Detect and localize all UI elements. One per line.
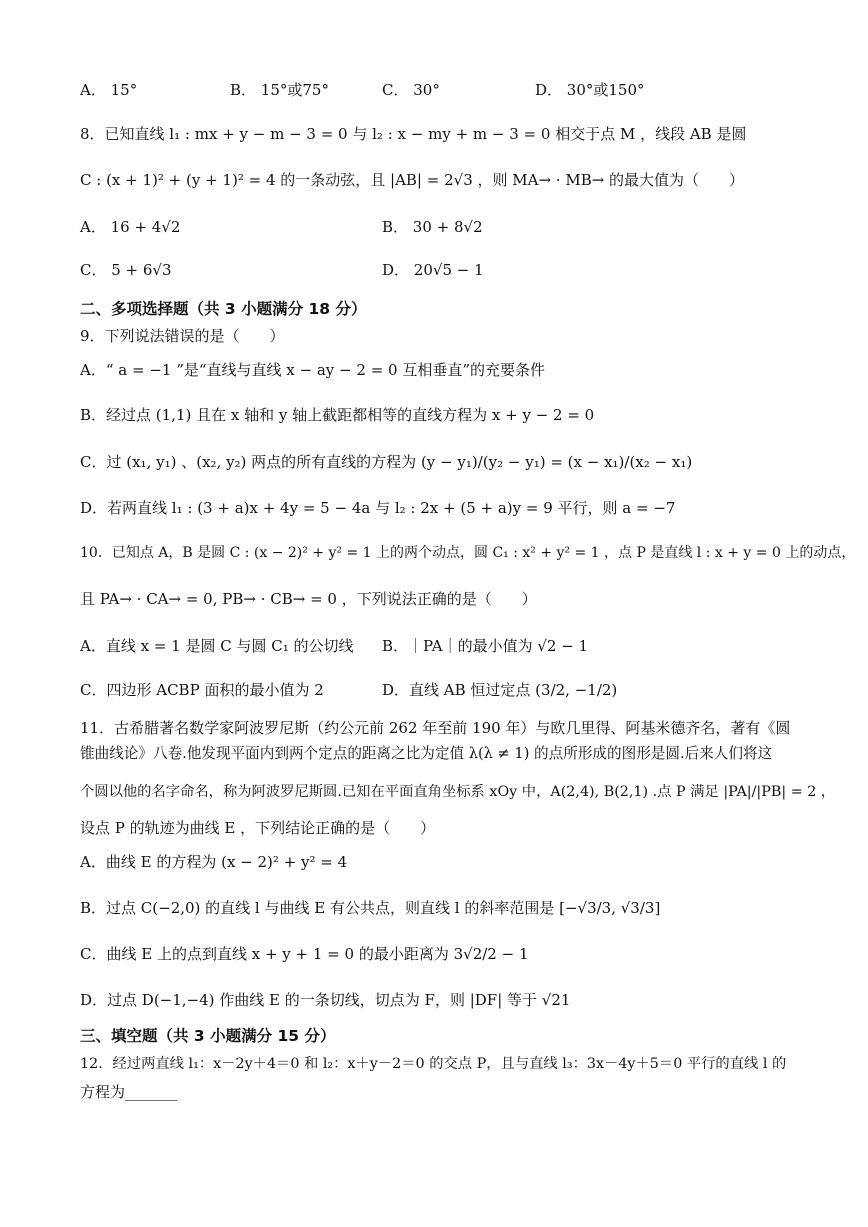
q11-stem-line2: 锥曲线论》八卷.他发现平面内到两个定点的距离之比为定值 λ(λ ≠ 1) 的点所形成的图形是圆.后来人们将这 xyxy=(80,745,773,762)
q8-stem-line2: C : (x + 1)² + (y + 1)² = 4 的一条动弦，且 |AB| = 2√3 ，则 MA→ · MB→ 的最大值为（ ） xyxy=(80,171,745,189)
q12-stem-line1: 12．经过两直线 l₁：x－2y＋4＝0 和 l₂：x＋y－2＝0 的交点 P，且与直线 l₃：3x－4y＋5＝0 平行的直线 l 的 xyxy=(80,1056,787,1072)
q8-stem-line1: 8．已知直线 l₁ : mx + y − m − 3 = 0 与 l₂ : x − my + m − 3 = 0 相交于点 M ，线段 AB 是圆 xyxy=(80,125,747,143)
q10-stem-line2: 且 PA→ · CA→ = 0, PB→ · CB→ = 0 ，下列说法正确的是（ ） xyxy=(80,590,537,608)
q9-option-b: B．经过点 (1,1) 且在 x 轴和 y 轴上截距都相等的直线方程为 x + y − 2 = 0 xyxy=(80,406,595,424)
q12-stem-line2: 方程为_______ xyxy=(80,1083,178,1101)
section-fill-in-heading: 三、填空题（共 3 小题满分 15 分） xyxy=(80,1027,336,1045)
q10-option-d: D．直线 AB 恒过定点 (3/2, −1/2) xyxy=(382,681,618,699)
q10-option-b: B．｜PA｜的最小值为 √2 − 1 xyxy=(382,637,589,655)
q9-option-d: D．若两直线 l₁ : (3 + a)x + 4y = 5 − 4a 与 l₂ : 2x + (5 + a)y = 9 平行，则 a = −7 xyxy=(80,499,676,517)
q8-option-a: A． 16 + 4√2 xyxy=(80,218,181,236)
q11-option-c: C．曲线 E 上的点到直线 x + y + 1 = 0 的最小距离为 3√2/2 − 1 xyxy=(80,945,529,963)
q10-option-c: C．四边形 ACBP 面积的最小值为 2 xyxy=(80,681,324,699)
q8-option-d: D． 20√5 − 1 xyxy=(382,261,484,279)
q10-option-a: A．直线 x = 1 是圆 C 与圆 C₁ 的公切线 xyxy=(80,637,354,655)
q11-option-a: A．曲线 E 的方程为 (x − 2)² + y² = 4 xyxy=(80,853,348,871)
q9-stem: 9．下列说法错误的是（ ） xyxy=(80,327,285,345)
q11-option-d: D．过点 D(−1,−4) 作曲线 E 的一条切线，切点为 F，则 |DF| 等于 √21 xyxy=(80,991,571,1009)
q11-option-b: B．过点 C(−2,0) 的直线 l 与曲线 E 有公共点，则直线 l 的斜率范围是 [−√3/3, √3/3] xyxy=(80,899,661,917)
q11-stem-line1: 11．古希腊著名数学家阿波罗尼斯（约公元前 262 年至前 190 年）与欧几里得、阿基米德齐名，著有《圆 xyxy=(80,719,791,737)
q9-option-a: A．“ a = −1 ”是“直线与直线 x − ay − 2 = 0 互相垂直”的充要条件 xyxy=(80,361,546,379)
q7-option-a: A． 15° xyxy=(80,81,138,99)
q7-option-c: C． 30° xyxy=(382,81,440,99)
q10-stem-line1: 10．已知点 A，B 是圆 C : (x − 2)² + y² = 1 上的两个动点，圆 C₁ : x² + y² = 1 ，点 P 是直线 l : x + y = 0 上的动点， xyxy=(80,545,856,561)
q7-option-b: B． 15°或75° xyxy=(230,81,329,99)
q11-stem-line3: 个圆以他的名字命名，称为阿波罗尼斯圆.已知在平面直角坐标系 xOy 中，A(2,4), B(2,1) .点 P 满足 |PA|/|PB| = 2 ， xyxy=(80,784,836,800)
q8-option-c: C． 5 + 6√3 xyxy=(80,261,172,279)
q9-option-c: C．过 (x₁, y₁) 、(x₂, y₂) 两点的所有直线的方程为 (y − y₁)/(y₂ − y₁) = (x − x₁)/(x₂ − x₁) xyxy=(80,453,693,471)
q7-option-d: D． 30°或150° xyxy=(535,81,645,99)
q11-stem-line4: 设点 P 的轨迹为曲线 E ，下列结论正确的是（ ） xyxy=(80,819,436,837)
q8-option-b: B． 30 + 8√2 xyxy=(382,218,483,236)
section-multiple-choice-heading: 二、多项选择题（共 3 小题满分 18 分） xyxy=(80,300,367,318)
